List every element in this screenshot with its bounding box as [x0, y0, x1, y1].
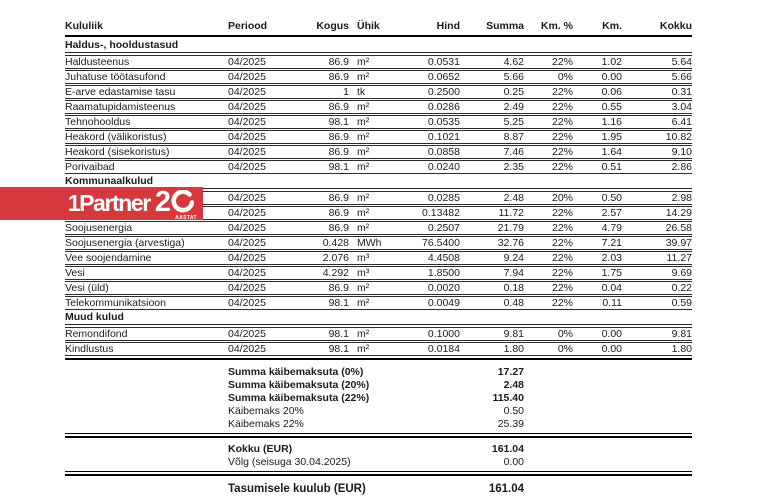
cell-hind: 0.2507 — [427, 222, 460, 234]
cell-periood: 04/2025 — [228, 192, 266, 204]
total-row-value: 0.00 — [503, 455, 524, 468]
total-row-value: 161.04 — [491, 442, 524, 455]
logo-brand-text: 1Partner — [67, 190, 150, 216]
cell-kululiik: Heakord (välikoristus) — [65, 131, 167, 143]
cell-km_pct: 20% — [551, 192, 573, 204]
table-row — [65, 236, 692, 250]
cell-periood: 04/2025 — [228, 116, 266, 128]
table-row — [65, 281, 692, 295]
cell-periood: 04/2025 — [228, 131, 266, 143]
cell-km: 1.75 — [601, 267, 622, 279]
table-header-row — [65, 20, 692, 37]
summary-row — [65, 391, 692, 404]
table-row — [65, 130, 692, 144]
cell-uhik: m² — [357, 146, 370, 158]
cell-km: 1.16 — [601, 116, 622, 128]
cell-kogus: 98.1 — [328, 328, 349, 340]
total-row — [65, 455, 692, 468]
totals-separator-rule — [65, 433, 692, 438]
cell-periood: 04/2025 — [228, 222, 266, 234]
cell-uhik: MWh — [357, 237, 382, 249]
cell-km_pct: 22% — [551, 282, 573, 294]
table-row — [65, 55, 692, 69]
total-row-label: Võlg (seisuga 30.04.2025) — [228, 455, 351, 468]
column-header-km-pct: Km. % — [540, 20, 573, 32]
cell-kokku: 0.31 — [671, 86, 692, 98]
cell-km_pct: 22% — [551, 86, 573, 98]
cell-periood: 04/2025 — [228, 297, 266, 309]
cell-kogus: 86.9 — [328, 131, 349, 143]
cell-km: 0.04 — [601, 282, 622, 294]
table-row — [65, 266, 692, 280]
cell-periood: 04/2025 — [228, 86, 266, 98]
cell-hind: 0.0285 — [427, 192, 460, 204]
cell-kokku: 6.41 — [671, 116, 692, 128]
cell-uhik: m² — [357, 101, 370, 113]
table-row — [65, 145, 692, 159]
cell-periood: 04/2025 — [228, 101, 266, 113]
cell-summa: 9.81 — [503, 328, 524, 340]
cell-kogus: 4.292 — [322, 267, 349, 279]
summary-row-label: Summa käibemaksuta (20%) — [228, 378, 370, 391]
cell-periood: 04/2025 — [228, 252, 266, 264]
cell-hind: 0.0240 — [427, 161, 460, 173]
cell-km_pct: 22% — [551, 131, 573, 143]
cell-km: 0.00 — [601, 328, 622, 340]
cell-kululiik: Vesi — [65, 267, 85, 279]
cell-hind: 0.0184 — [427, 343, 460, 355]
cell-periood: 04/2025 — [228, 207, 266, 219]
cell-uhik: m² — [357, 297, 370, 309]
cell-summa: 9.24 — [503, 252, 524, 264]
cell-km: 2.57 — [601, 207, 622, 219]
cell-summa: 2.48 — [503, 192, 524, 204]
table-row — [65, 160, 692, 174]
table-row — [65, 251, 692, 265]
zero-swirl-icon — [169, 190, 194, 215]
cell-km: 1.95 — [601, 131, 622, 143]
cell-periood: 04/2025 — [228, 71, 266, 83]
grand-total-value: 161.04 — [488, 482, 524, 495]
cell-kogus: 0.428 — [322, 237, 349, 249]
cell-summa: 2.35 — [503, 161, 524, 173]
cell-kokku: 5.64 — [671, 56, 692, 68]
cell-km: 1.02 — [601, 56, 622, 68]
cell-kokku: 0.22 — [671, 282, 692, 294]
cell-km_pct: 0% — [557, 328, 573, 340]
group-header: Haldus-, hooldustasud — [65, 39, 692, 53]
summary-row-value: 17.27 — [497, 365, 524, 378]
cell-hind: 0.0652 — [427, 71, 460, 83]
column-header-km: Km. — [602, 20, 622, 32]
cell-km_pct: 22% — [551, 237, 573, 249]
cell-summa: 32.76 — [497, 237, 524, 249]
column-header-summa: Summa — [486, 20, 524, 32]
cell-hind: 0.0020 — [427, 282, 460, 294]
group-header: Muud kulud — [65, 311, 692, 325]
cell-kululiik: Vee soojendamine — [65, 252, 152, 264]
cell-hind: 0.2500 — [427, 86, 460, 98]
partner-logo — [0, 187, 203, 220]
cell-kokku: 5.66 — [671, 71, 692, 83]
cell-hind: 0.0531 — [427, 56, 460, 68]
cell-km: 2.03 — [601, 252, 622, 264]
cell-periood: 04/2025 — [228, 56, 266, 68]
cell-uhik: m² — [357, 161, 370, 173]
cell-kululiik: Tehnohooldus — [65, 116, 131, 128]
cell-kokku: 26.58 — [665, 222, 692, 234]
summary-row — [65, 417, 692, 430]
cell-kogus: 86.9 — [328, 207, 349, 219]
cell-kululiik: Soojusenergia (arvestiga) — [65, 237, 185, 249]
summary-row-value: 115.40 — [492, 391, 524, 404]
cell-kokku: 2.98 — [671, 192, 692, 204]
cell-hind: 1.8500 — [427, 267, 460, 279]
cell-periood: 04/2025 — [228, 161, 266, 173]
cell-uhik: tk — [357, 86, 366, 98]
group-header: Kommunaalkulud — [65, 175, 692, 189]
grand-total-separator-rule — [65, 471, 692, 476]
table-row — [65, 85, 692, 99]
cell-kogus: 86.9 — [328, 222, 349, 234]
cell-km_pct: 0% — [557, 71, 573, 83]
cell-summa: 1.80 — [503, 343, 524, 355]
invoice-cost-table — [65, 20, 692, 497]
cell-hind: 76.5400 — [422, 237, 460, 249]
cell-km: 1.64 — [601, 146, 622, 158]
cell-uhik: m² — [357, 343, 370, 355]
cell-hind: 0.0858 — [427, 146, 460, 158]
cell-km_pct: 22% — [551, 116, 573, 128]
cell-km: 7.21 — [601, 237, 622, 249]
cell-km: 0.00 — [601, 343, 622, 355]
cell-uhik: m² — [357, 131, 370, 143]
logo-anniversary-digit: 2 — [154, 186, 170, 218]
column-header-kululiik: Kululiik — [65, 20, 103, 32]
cell-summa: 5.66 — [503, 71, 524, 83]
cell-summa: 7.46 — [503, 146, 524, 158]
cell-km: 0.00 — [601, 71, 622, 83]
summary-row — [65, 378, 692, 391]
cell-hind: 0.0535 — [427, 116, 460, 128]
table-row — [65, 342, 692, 356]
summary-row-label: Käibemaks 20% — [228, 404, 304, 417]
cell-hind: 4.4508 — [427, 252, 460, 264]
column-header-periood: Periood — [228, 20, 268, 32]
cell-kululiik: Juhatuse töötasufond — [65, 71, 166, 83]
summary-row-value: 25.39 — [497, 417, 524, 430]
totals-section — [65, 442, 692, 468]
cell-kogus: 86.9 — [328, 71, 349, 83]
logo-anniversary-number — [154, 186, 197, 221]
summary-row-label: Summa käibemaksuta (0%) — [228, 365, 364, 378]
cell-km_pct: 22% — [551, 207, 573, 219]
cell-km: 0.06 — [601, 86, 622, 98]
cell-periood: 04/2025 — [228, 146, 266, 158]
cell-kululiik: Haldusteenus — [65, 56, 130, 68]
cell-uhik: m² — [357, 116, 370, 128]
cell-kokku: 14.29 — [665, 207, 692, 219]
cell-kokku: 9.69 — [671, 267, 692, 279]
table-row — [65, 296, 692, 310]
cell-summa: 7.94 — [503, 267, 524, 279]
cell-uhik: m² — [357, 222, 370, 234]
cell-kululiik: Heakord (sisekoristus) — [65, 146, 170, 158]
summary-row-value: 2.48 — [503, 378, 524, 391]
cell-km: 0.51 — [601, 161, 622, 173]
cell-km: 0.50 — [601, 192, 622, 204]
summary-row-value: 0.50 — [503, 404, 524, 417]
cell-km_pct: 22% — [551, 146, 573, 158]
cell-km_pct: 0% — [557, 343, 573, 355]
grand-total-label: Tasumisele kuulub (EUR) — [228, 482, 366, 495]
cell-kululiik: Raamatupidamisteenus — [65, 101, 176, 113]
cell-kogus: 86.9 — [328, 56, 349, 68]
column-header-hind: Hind — [436, 20, 460, 32]
cell-periood: 04/2025 — [228, 343, 266, 355]
cell-summa: 0.48 — [503, 297, 524, 309]
column-header-uhik: Ühik — [357, 20, 380, 32]
cell-summa: 0.18 — [503, 282, 524, 294]
cell-kululiik: Porivaibad — [65, 161, 115, 173]
column-header-kokku: Kokku — [659, 20, 692, 32]
cell-kogus: 1 — [343, 86, 349, 98]
cell-uhik: m² — [357, 282, 370, 294]
cell-hind: 0.13482 — [422, 207, 460, 219]
cell-uhik: m³ — [357, 267, 370, 279]
cell-km_pct: 22% — [551, 56, 573, 68]
summary-separator-rule — [65, 358, 692, 360]
cell-summa: 11.72 — [498, 207, 524, 219]
cell-km_pct: 22% — [551, 297, 573, 309]
cell-kululiik: E-arve edastamise tasu — [65, 86, 176, 98]
cell-uhik: m² — [357, 328, 370, 340]
cell-uhik: m² — [357, 71, 370, 83]
cell-summa: 8.87 — [503, 131, 524, 143]
cell-hind: 0.1000 — [427, 328, 460, 340]
cell-kogus: 2.076 — [322, 252, 349, 264]
cell-periood: 04/2025 — [228, 328, 266, 340]
cell-summa: 2.49 — [503, 101, 524, 113]
cell-kogus: 98.1 — [328, 161, 349, 173]
total-row — [65, 442, 692, 455]
table-row — [65, 115, 692, 129]
cell-hind: 0.0286 — [427, 101, 460, 113]
cell-hind: 0.1021 — [427, 131, 460, 143]
cell-kokku: 3.04 — [671, 101, 692, 113]
cell-kululiik: Vesi (üld) — [65, 282, 109, 294]
cell-km_pct: 22% — [551, 101, 573, 113]
cell-periood: 04/2025 — [228, 282, 266, 294]
cell-hind: 0.0049 — [427, 297, 460, 309]
total-row-label: Kokku (EUR) — [228, 442, 293, 455]
cell-km: 4.79 — [601, 222, 622, 234]
cell-uhik: m² — [357, 56, 370, 68]
summary-row-label: Käibemaks 22% — [228, 417, 304, 430]
cell-summa: 4.62 — [503, 56, 524, 68]
cell-km: 0.11 — [602, 297, 622, 309]
cell-periood: 04/2025 — [228, 267, 266, 279]
cell-km: 0.55 — [601, 101, 622, 113]
cell-kokku: 1.80 — [671, 343, 692, 355]
cell-kululiik: Soojusenergia — [65, 222, 133, 234]
cell-kogus: 98.1 — [328, 297, 349, 309]
cell-kululiik: Remondifond — [65, 328, 128, 340]
grand-total-row — [65, 480, 692, 497]
cell-kululiik: Kindlustus — [65, 343, 114, 355]
cell-kokku: 0.59 — [671, 297, 692, 309]
cell-summa: 0.25 — [503, 86, 524, 98]
cell-kokku: 2.86 — [671, 161, 692, 173]
cell-periood: 04/2025 — [228, 237, 266, 249]
cell-km_pct: 22% — [551, 222, 573, 234]
logo-anniversary-label: AASTAT — [175, 215, 197, 221]
summary-row — [65, 365, 692, 378]
table-row — [65, 100, 692, 114]
cell-kokku: 39.97 — [665, 237, 692, 249]
cell-kokku: 9.10 — [671, 146, 692, 158]
cell-kokku: 11.27 — [666, 252, 692, 264]
cell-km_pct: 22% — [551, 267, 573, 279]
cell-kogus: 86.9 — [328, 192, 349, 204]
cell-km_pct: 22% — [551, 252, 573, 264]
table-row — [65, 70, 692, 84]
cell-kululiik: Telekommunikatsioon — [65, 297, 166, 309]
cell-summa: 5.25 — [503, 116, 524, 128]
cell-summa: 21.79 — [497, 222, 524, 234]
cell-uhik: m² — [357, 207, 370, 219]
summary-section — [65, 365, 692, 430]
cell-kokku: 10.82 — [665, 131, 692, 143]
table-row — [65, 221, 692, 235]
cell-kogus: 98.1 — [328, 116, 349, 128]
cell-kogus: 86.9 — [328, 146, 349, 158]
cell-kogus: 98.1 — [328, 343, 349, 355]
cell-uhik: m² — [357, 192, 370, 204]
summary-row-label: Summa käibemaksuta (22%) — [228, 391, 370, 404]
summary-row — [65, 404, 692, 417]
cell-km_pct: 22% — [551, 161, 573, 173]
cell-uhik: m³ — [357, 252, 370, 264]
table-row — [65, 327, 692, 341]
cell-kogus: 86.9 — [328, 282, 349, 294]
column-header-kogus: Kogus — [316, 20, 349, 32]
cell-kogus: 86.9 — [328, 101, 349, 113]
cell-kokku: 9.81 — [671, 328, 692, 340]
